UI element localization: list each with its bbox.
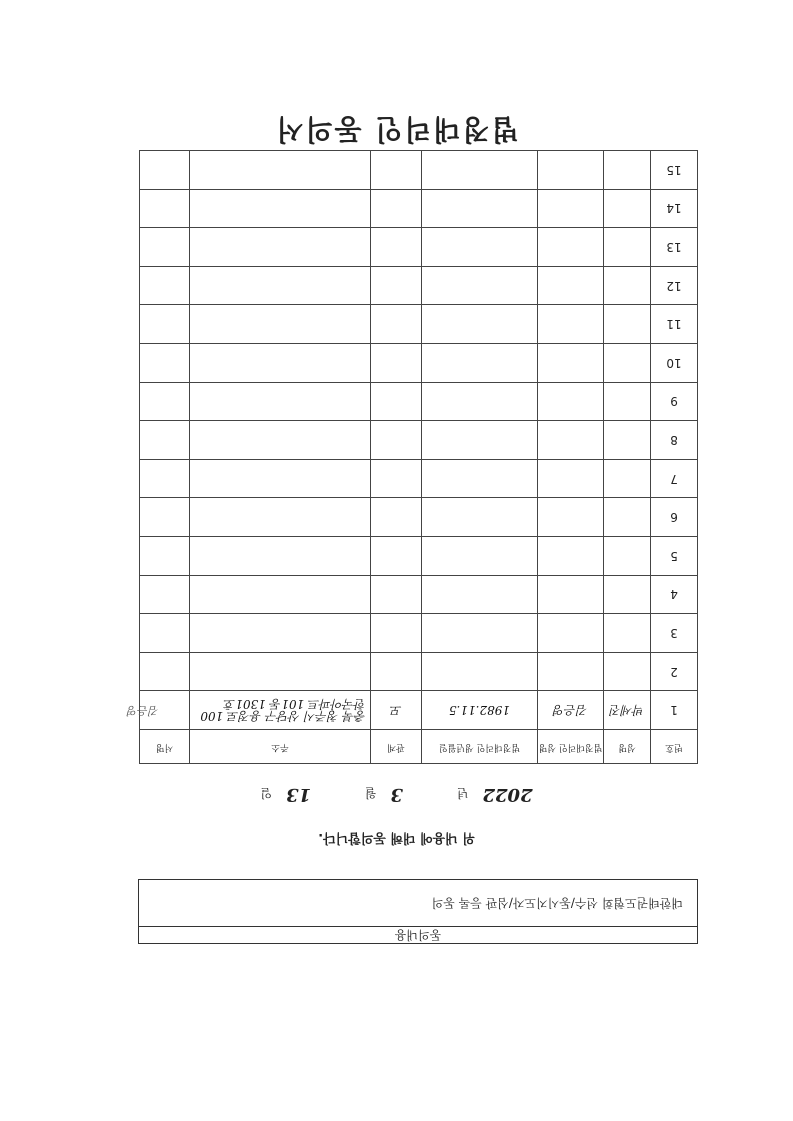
row-address	[190, 459, 371, 498]
row-number: 12	[651, 266, 698, 305]
row-name	[604, 459, 651, 498]
row-number: 5	[651, 537, 698, 576]
date-month-unit: 월	[364, 786, 377, 800]
row-address: 충북 청주시 상당구 용정로 100 한국아파트 101동 1301호	[190, 691, 371, 730]
row-number: 13	[651, 228, 698, 267]
row-guardian-name	[538, 189, 604, 228]
row-name	[604, 344, 651, 383]
table-row	[140, 537, 698, 576]
row-signature	[140, 575, 190, 614]
row-name	[604, 537, 651, 576]
table-row	[140, 614, 698, 653]
row-signature	[140, 228, 190, 267]
row-guardian-name	[538, 344, 604, 383]
row-signature	[140, 266, 190, 305]
row-guardian-name	[538, 228, 604, 267]
row-number: 1	[651, 691, 698, 730]
table-row	[140, 652, 698, 691]
row-relation	[371, 459, 422, 498]
row-number: 14	[651, 189, 698, 228]
row-relation	[371, 266, 422, 305]
date-day-unit: 일	[260, 786, 273, 800]
row-guardian-birth	[422, 151, 538, 190]
row-relation	[371, 151, 422, 190]
consent-box-header: 동의내용	[139, 926, 697, 943]
table-row	[140, 691, 698, 730]
row-guardian-name	[538, 305, 604, 344]
header-name: 성명	[604, 730, 651, 764]
table-row	[140, 228, 698, 267]
row-guardian-name	[538, 537, 604, 576]
header-number: 번호	[651, 730, 698, 764]
header-guardian-name: 법정대리인 성명	[538, 730, 604, 764]
row-name	[604, 266, 651, 305]
row-guardian-birth	[422, 189, 538, 228]
row-address	[190, 382, 371, 421]
table-row	[140, 151, 698, 190]
row-guardian-birth	[422, 498, 538, 537]
row-address	[190, 498, 371, 537]
row-number: 2	[651, 652, 698, 691]
signature-mark: 김은영	[127, 704, 159, 717]
row-guardian-name	[538, 459, 604, 498]
row-guardian-birth	[422, 652, 538, 691]
table-row	[140, 459, 698, 498]
row-relation	[371, 614, 422, 653]
row-relation	[371, 344, 422, 383]
row-guardian-name	[538, 421, 604, 460]
row-address	[190, 575, 371, 614]
row-number: 8	[651, 421, 698, 460]
row-guardian-name	[538, 151, 604, 190]
row-number: 4	[651, 575, 698, 614]
consent-box-content: 대한태권도협회 선수/동시지도자/심판 등록 동의	[431, 896, 683, 910]
row-name	[604, 575, 651, 614]
table-header-row	[140, 730, 698, 764]
row-guardian-name	[538, 652, 604, 691]
document-title: 법정대리인 동의서	[274, 113, 519, 146]
row-guardian-birth	[422, 421, 538, 460]
row-name	[604, 382, 651, 421]
header-relation: 관계	[371, 730, 422, 764]
consent-statement: 위 내용에 대해 동의합니다.	[318, 830, 475, 845]
table-row	[140, 344, 698, 383]
row-name	[604, 305, 651, 344]
row-guardian-birth	[422, 344, 538, 383]
table-row	[140, 305, 698, 344]
row-relation	[371, 498, 422, 537]
header-guardian-birth: 법정대리인 생년월일	[422, 730, 538, 764]
row-guardian-birth	[422, 382, 538, 421]
row-guardian-name	[538, 498, 604, 537]
table-row	[140, 382, 698, 421]
row-number: 15	[651, 151, 698, 190]
row-name	[604, 652, 651, 691]
table-row	[140, 575, 698, 614]
row-signature	[140, 459, 190, 498]
row-signature	[140, 537, 190, 576]
date-day: 13	[286, 784, 312, 805]
row-guardian-birth	[422, 266, 538, 305]
row-name	[604, 498, 651, 537]
row-signature	[140, 614, 190, 653]
row-name	[604, 189, 651, 228]
row-address	[190, 614, 371, 653]
row-guardian-birth	[422, 614, 538, 653]
row-relation	[371, 305, 422, 344]
row-guardian-name	[538, 575, 604, 614]
row-guardian-name	[538, 266, 604, 305]
row-number: 3	[651, 614, 698, 653]
row-guardian-birth	[422, 575, 538, 614]
row-signature	[140, 652, 190, 691]
consent-box	[138, 879, 698, 944]
header-address: 주소	[190, 730, 371, 764]
row-number: 11	[651, 305, 698, 344]
row-signature	[140, 498, 190, 537]
row-address	[190, 344, 371, 383]
row-address	[190, 652, 371, 691]
table-row	[140, 421, 698, 460]
row-address	[190, 228, 371, 267]
row-address	[190, 266, 371, 305]
row-name	[604, 151, 651, 190]
row-name	[604, 614, 651, 653]
row-signature	[140, 421, 190, 460]
row-guardian-birth	[422, 459, 538, 498]
row-number: 6	[651, 498, 698, 537]
row-signature	[140, 189, 190, 228]
row-relation	[371, 575, 422, 614]
row-signature	[140, 305, 190, 344]
header-signature: 서명	[140, 730, 190, 764]
row-relation	[371, 421, 422, 460]
row-relation	[371, 382, 422, 421]
row-address	[190, 305, 371, 344]
row-number: 10	[651, 344, 698, 383]
date-year-unit: 년	[456, 786, 469, 800]
row-address	[190, 537, 371, 576]
row-relation	[371, 228, 422, 267]
row-name	[604, 228, 651, 267]
date-year: 2022	[482, 784, 533, 805]
row-address	[190, 421, 371, 460]
row-guardian-birth	[422, 228, 538, 267]
row-guardian-name	[538, 614, 604, 653]
table-row	[140, 189, 698, 228]
row-guardian-name	[538, 382, 604, 421]
row-relation	[371, 189, 422, 228]
row-guardian-birth	[422, 537, 538, 576]
row-name	[604, 421, 651, 460]
row-number: 7	[651, 459, 698, 498]
row-guardian-name: 김은영	[538, 691, 604, 730]
row-relation	[371, 537, 422, 576]
row-relation	[371, 652, 422, 691]
row-guardian-birth: 1982.11.5	[422, 691, 538, 730]
row-number: 9	[651, 382, 698, 421]
date-month: 3	[390, 784, 404, 805]
signing-date	[0, 784, 793, 805]
table-row	[140, 498, 698, 537]
row-relation: 모	[371, 691, 422, 730]
row-address	[190, 151, 371, 190]
row-address	[190, 189, 371, 228]
row-name: 박세진	[604, 691, 651, 730]
table-row	[140, 266, 698, 305]
row-signature	[140, 344, 190, 383]
row-guardian-birth	[422, 305, 538, 344]
row-signature	[140, 151, 190, 190]
row-signature	[140, 382, 190, 421]
guardian-table	[139, 150, 698, 764]
